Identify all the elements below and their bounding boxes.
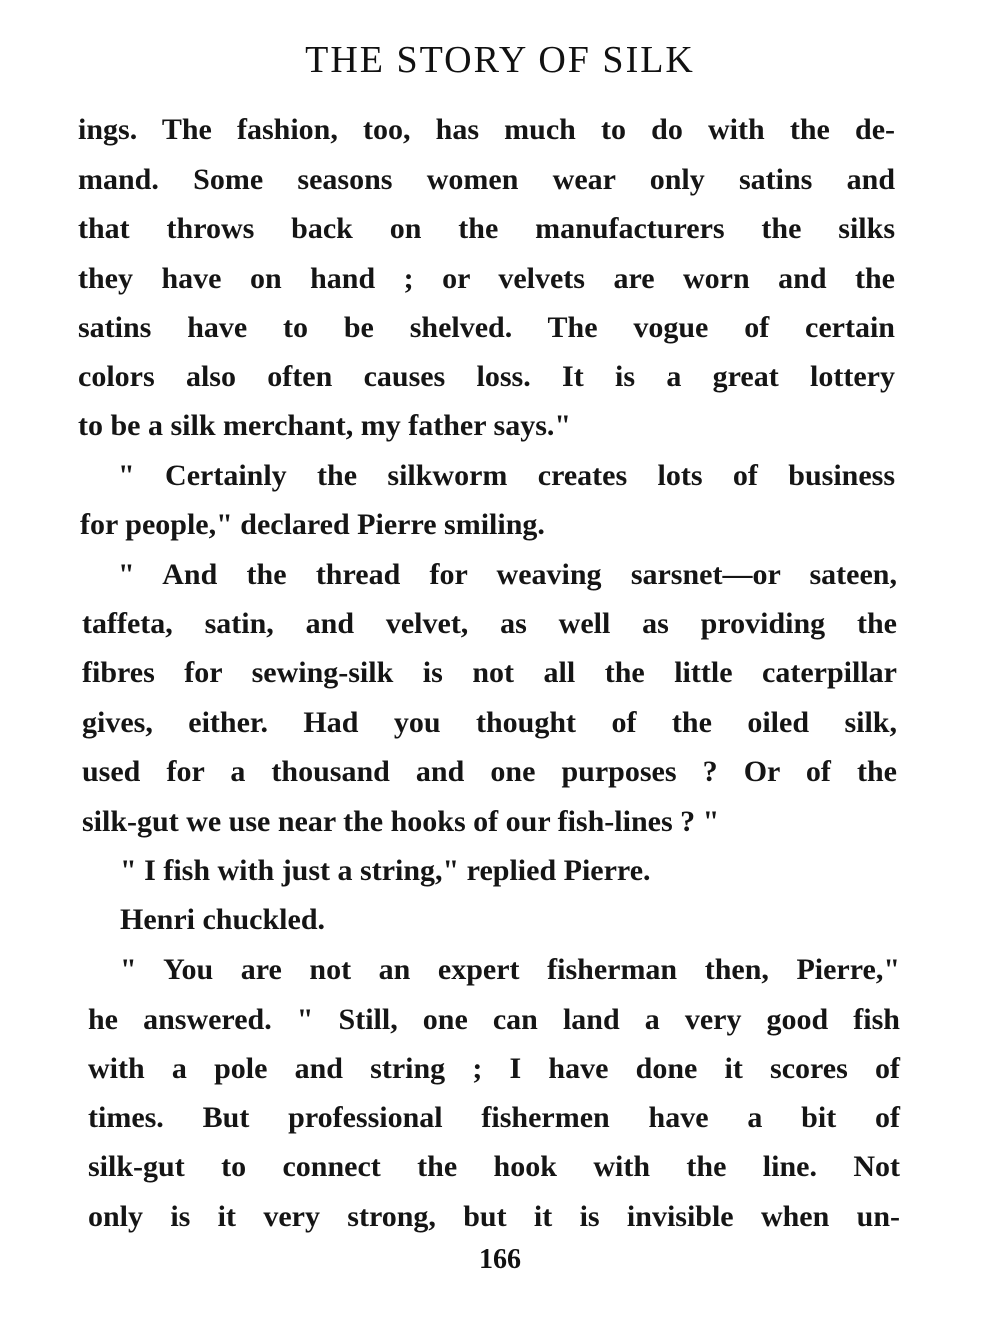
text-line: he answered. " Still, one can land a very good fish xyxy=(88,1003,900,1036)
page-number: 166 xyxy=(479,1244,521,1275)
text-line: mand. Some seasons women wear only satins and xyxy=(78,163,895,196)
text-line: silk-gut we use near the hooks of our fish-lines ? " xyxy=(82,805,720,838)
running-head: THE STORY OF SILK xyxy=(305,39,695,81)
text-line: silk-gut to connect the hook with the line. Not xyxy=(88,1150,900,1183)
text-line: colors also often causes loss. It is a great lottery xyxy=(78,360,895,393)
text-line: fibres for sewing-silk is not all the little caterpillar xyxy=(82,656,897,689)
text-line: " I fish with just a string," replied Pierre. xyxy=(120,854,651,887)
text-line: that throws back on the manufacturers the silks xyxy=(78,212,895,245)
text-line: " And the thread for weaving sarsnet—or sateen, xyxy=(118,558,897,591)
text-line: times. But professional fishermen have a bit of xyxy=(88,1101,900,1134)
text-line: only is it very strong, but it is invisible when un- xyxy=(88,1200,900,1233)
text-line: used for a thousand and one purposes ? Or of the xyxy=(82,755,897,788)
text-line: to be a silk merchant, my father says." xyxy=(78,409,572,442)
text-line: ings. The fashion, too, has much to do with the de- xyxy=(78,113,895,146)
text-line: gives, either. Had you thought of the oiled silk, xyxy=(82,706,897,739)
text-line: with a pole and string ; I have done it scores of xyxy=(88,1052,900,1085)
text-line: " You are not an expert fisherman then, Pierre," xyxy=(120,953,900,986)
text-line: Henri chuckled. xyxy=(120,903,326,936)
text-line: " Certainly the silkworm creates lots of business xyxy=(118,459,895,492)
text-line: taffeta, satin, and velvet, as well as providing the xyxy=(82,607,897,640)
text-line: they have on hand ; or velvets are worn and the xyxy=(78,262,895,295)
text-line: satins have to be shelved. The vogue of certain xyxy=(78,311,895,344)
text-line: for people," declared Pierre smiling. xyxy=(80,508,545,541)
